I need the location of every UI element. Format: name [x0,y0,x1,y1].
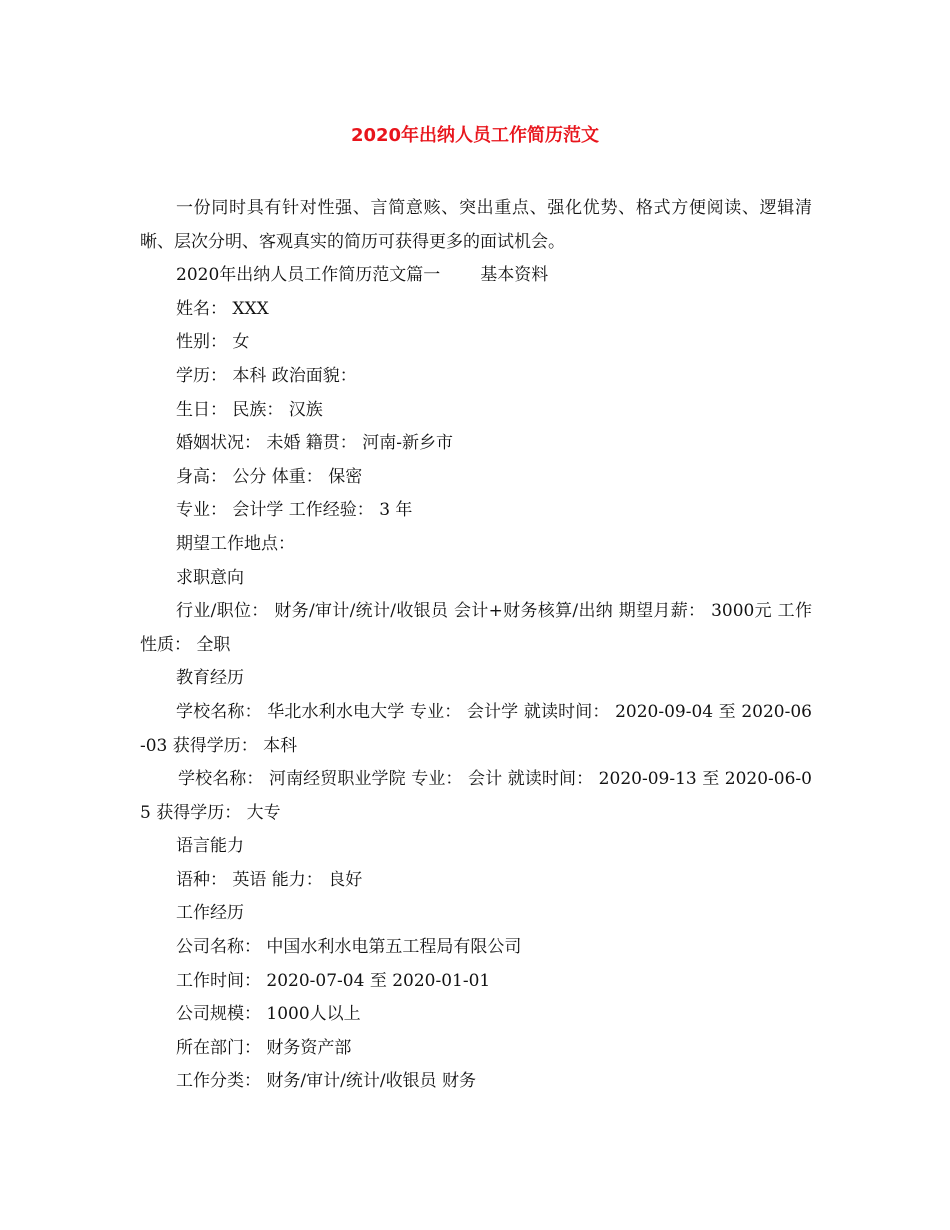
education-entry-2: 学校名称： 河南经贸职业学院 专业： 会计 就读时间： 2020-09-13 至 2020-06-05 获得学历： 大专 [140,769,812,823]
work-scale: 公司规模： 1000人以上 [176,1004,361,1025]
document-title: 2020年出纳人员工作简历范文 [350,125,600,146]
work-department: 所在部门： 财务资产部 [176,1037,352,1058]
language-heading: 语言能力 [176,836,244,857]
field-education: 学历： 本科 政治面貌： [176,365,357,386]
work-company: 公司名称： 中国水利水电第五工程局有限公司 [176,937,522,958]
education-heading: 教育经历 [176,668,244,689]
field-height: 身高： 公分 体重： 保密 [176,466,363,487]
intro-paragraph: 一份同时具有针对性强、言简意赅、突出重点、强化优势、格式方便阅读、逻辑清晰、层次分明、客观真实的简历可获得更多的面试机会。 [140,198,812,252]
work-heading: 工作经历 [176,903,244,924]
intent-heading: 求职意向 [176,567,244,588]
intent-paragraph: 行业/职位： 财务/审计/统计/收银员 会计+财务核算/出纳 期望月薪： 3000元 工作性质： 全职 [140,601,812,655]
section-heading-right: 基本资料 [480,265,549,286]
document-body [140,192,812,1099]
field-name: 姓名： XXX [176,298,269,319]
education-entry-1: 学校名称： 华北水利水电大学 专业： 会计学 就读时间： 2020-09-04 至 2020-06-03 获得学历： 本科 [140,701,812,756]
section-heading-left: 2020年出纳人员工作简历范文篇一 [176,265,441,286]
field-marital: 婚姻状况： 未婚 籍贯： 河南-新乡市 [176,433,453,454]
field-gender: 性别： 女 [176,332,250,353]
field-location: 期望工作地点： [176,533,295,554]
work-category: 工作分类： 财务/审计/统计/收银员 财务 [176,1071,476,1092]
section-heading [140,259,812,293]
work-period: 工作时间： 2020-07-04 至 2020-01-01 [176,970,491,991]
field-major: 专业： 会计学 工作经验： 3 年 [176,500,413,521]
language-entry: 语种： 英语 能力： 良好 [176,869,363,890]
field-birth: 生日： 民族： 汉族 [176,399,323,420]
